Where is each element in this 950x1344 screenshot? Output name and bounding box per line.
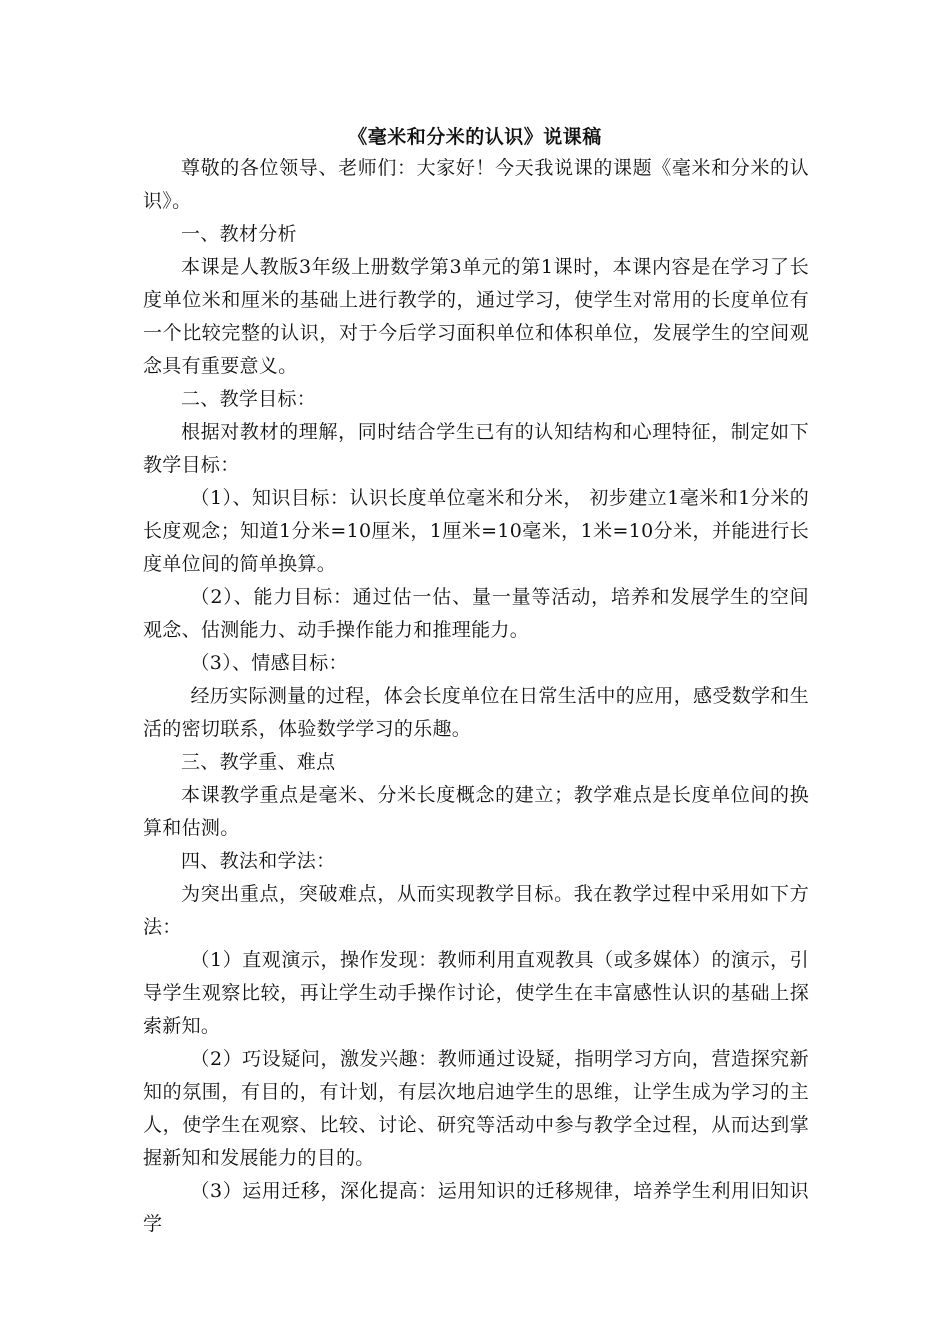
goal-emotion: 经历实际测量的过程，体会长度单位在日常生活中的应用，感受数学和生活的密切联系，体验数学学习的乐趣。 — [143, 685, 809, 740]
document-body — [143, 152, 809, 1241]
paragraph-greeting: 尊敬的各位领导、老师们：大家好！今天我说课的课题《毫米和分米的认识》。 — [143, 157, 809, 212]
heading-methods: 四、教法和学法： — [181, 850, 336, 872]
method-demonstration: （1）直观演示，操作发现：教师利用直观教具（或多媒体）的演示，引导学生观察比较，再让学生动手操作讨论，使学生在丰富感性认识的基础上探索新知。 — [143, 949, 809, 1037]
paragraph-goals-intro: 根据对教材的理解，同时结合学生已有的认知结构和心理特征，制定如下教学目标： — [143, 421, 809, 476]
method-questioning: （2）巧设疑问，激发兴趣：教师通过设疑，指明学习方向，营造探究新知的氛围，有目的，有计划，有层次地启迪学生的思维，让学生成为学习的主人，使学生在观察、比较、讨论、研究等活动中参与教学全过程，从而达到掌握新知和发展能力的目的。 — [143, 1048, 809, 1169]
paragraph-methods-intro: 为突出重点，突破难点，从而实现教学目标。我在教学过程中采用如下方法： — [143, 883, 809, 938]
method-transfer: （3）运用迁移，深化提高：运用知识的迁移规律，培养学生利用旧知识学 — [143, 1180, 809, 1235]
heading-textbook-analysis: 一、教材分析 — [181, 223, 297, 245]
paragraph-textbook-analysis: 本课是人教版3年级上册数学第3单元的第1课时，本课内容是在学习了长度单位米和厘米的基础上进行教学的，通过学习，使学生对常用的长度单位有一个比较完整的认识，对于今后学习面积单位和体积单位，发展学生的空间观念具有重要意义。 — [143, 256, 809, 377]
heading-key-points: 三、教学重、难点 — [181, 751, 336, 773]
goal-ability: （2）、能力目标：通过估一估、量一量等活动，培养和发展学生的空间观念、估测能力、动手操作能力和推理能力。 — [143, 586, 809, 641]
goal-emotion-heading: （3）、情感目标： — [190, 652, 348, 674]
paragraph-key-points: 本课教学重点是毫米、分米长度概念的建立；教学难点是长度单位间的换算和估测。 — [143, 784, 809, 839]
heading-teaching-goals: 二、教学目标： — [181, 388, 317, 410]
goal-knowledge: （1）、知识目标：认识长度单位毫米和分米， 初步建立1毫米和1分米的长度观念；知道1分米=10厘米，1厘米=10毫米，1米=10分米，并能进行长度单位间的简单换算。 — [143, 487, 809, 575]
document-title: 《毫米和分米的认识》说课稿 — [348, 126, 602, 148]
